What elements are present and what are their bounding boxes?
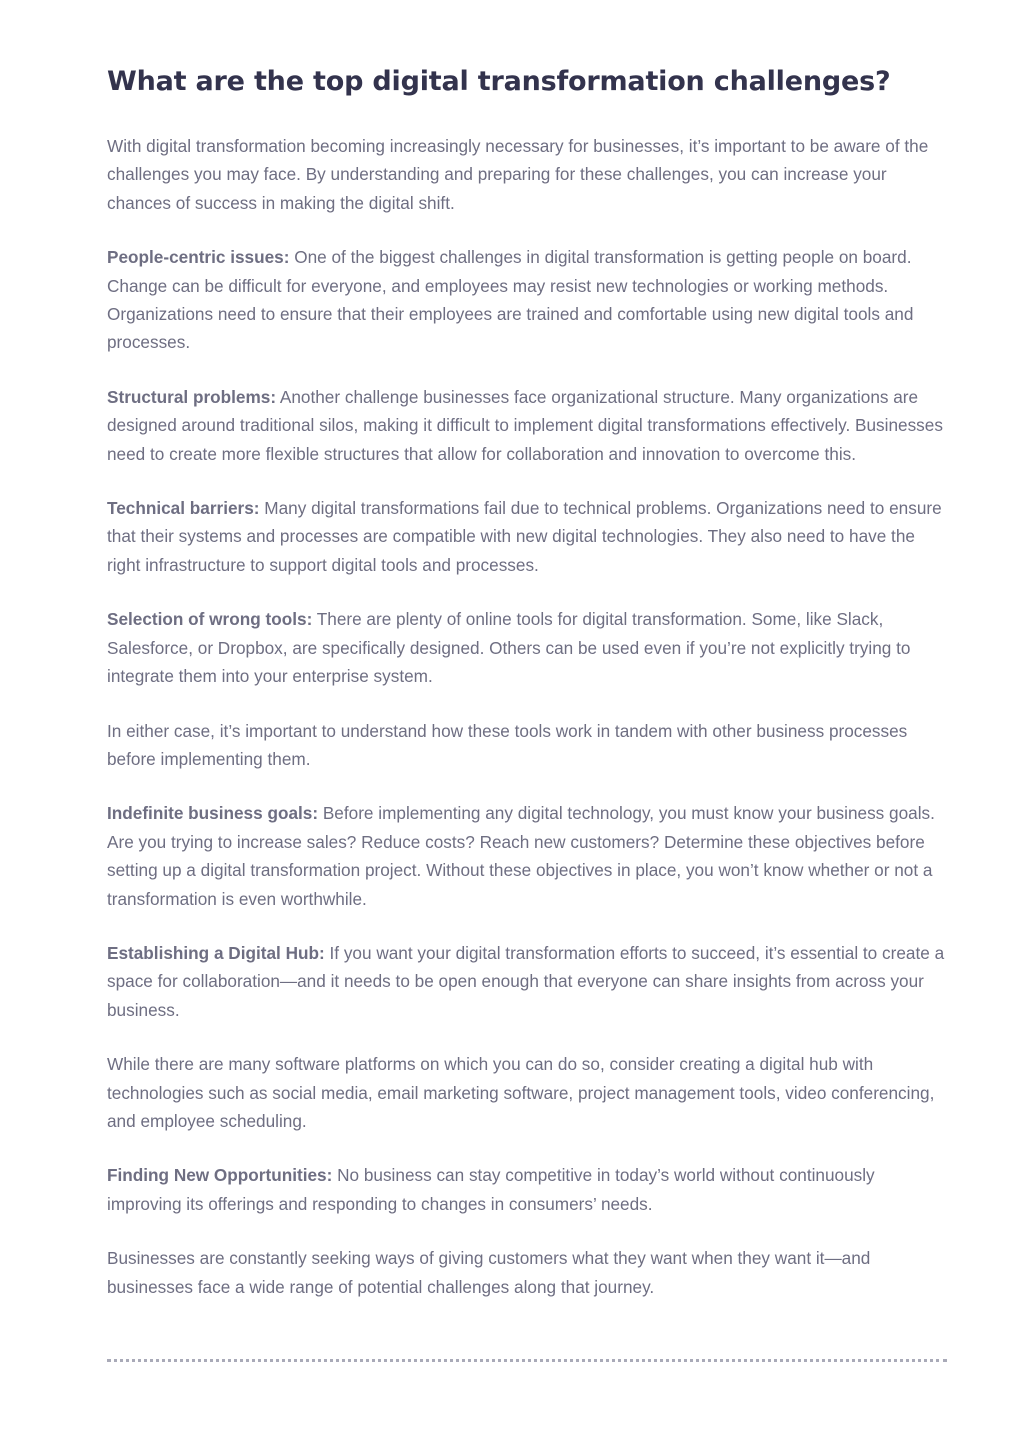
paragraph-lead: Finding New Opportunities: [107, 1165, 333, 1186]
new-opportunities-paragraph [107, 1161, 949, 1218]
paragraph-lead: Establishing a Digital Hub: [107, 942, 325, 963]
digital-hub-paragraph [107, 939, 949, 1024]
paragraph-lead: Selection of wrong tools: [107, 609, 313, 630]
software-platforms-paragraph [107, 1050, 949, 1135]
paragraph-text: With digital transformation becoming increasingly necessary for businesses, it’s important to be aware of the challenges you may face. By understanding and preparing for these challenges, you can increase your chances of success in making the digital shift. [107, 136, 929, 213]
paragraph-text: While there are many software platforms on which you can do so, consider creating a digital hub with technologies such as social media, email marketing software, project management tools, video conferencing, and employee scheduling. [107, 1054, 935, 1131]
paragraph-text: In either case, it’s important to understand how these tools work in tandem with other business processes before implementing them. [107, 720, 908, 769]
paragraph-text: No business can stay competitive in today’s world without continuously improving its offerings and responding to changes in consumers’ needs. [107, 1165, 875, 1214]
tools-tandem-paragraph [107, 717, 949, 774]
dotted-divider [107, 1359, 947, 1362]
structural-problems-paragraph [107, 383, 949, 468]
page-title: What are the top digital transformation challenges? [107, 66, 891, 97]
paragraph-text: If you want your digital transformation efforts to succeed, it’s essential to create a space for collaboration—and it needs to be open enough that everyone can share insights from across your business. [107, 942, 945, 1020]
paragraph-lead: Structural problems: [107, 386, 277, 407]
paragraph-lead: People-centric issues: [107, 247, 290, 268]
technical-barriers-paragraph [107, 494, 949, 579]
wrong-tools-paragraph [107, 605, 949, 690]
paragraph-text: Many digital transformations fail due to technical problems. Organizations need to ensure that their systems and processes are compatible with new digital technologies. They also need to have the right infrastructure to support digital tools and processes. [107, 498, 942, 575]
paragraph-text: There are plenty of online tools for digital transformation. Some, like Slack, Salesforce, or Dropbox, are specifically designed. Others can be used even if you’re not explicitly trying to integrate them into your enterprise system. [107, 609, 911, 687]
people-centric-paragraph [107, 243, 949, 357]
intro-paragraph [107, 132, 949, 217]
paragraph-text: One of the biggest challenges in digital transformation is getting people on board. Change can be difficult for everyone, and employees may resist new technologies or working methods. Organizations need to ensure that their employees are trained and comfortable using new digital tools and processes. [107, 247, 914, 353]
business-goals-paragraph [107, 799, 949, 913]
paragraph-lead: Indefinite business goals: [107, 803, 319, 824]
article [107, 62, 949, 1327]
paragraph-lead: Technical barriers: [107, 498, 260, 519]
paragraph-text: Another challenge businesses face organizational structure. Many organizations are designed around traditional silos, making it difficult to implement digital transformations effectively. Businesses need to create more flexible structures that allow for collaboration and innovation to overcome this. [107, 386, 943, 464]
paragraph-text: Before implementing any digital technology, you must know your business goals. Are you trying to increase sales? Reduce costs? Reach new customers? Determine these objectives before setting up a digital transformation project. Without these objectives in place, you won’t know whether or not a transformation is even worthwhile. [107, 803, 935, 909]
closing-paragraph [107, 1244, 949, 1301]
paragraph-text: Businesses are constantly seeking ways of giving customers what they want when they want it—and businesses face a wide range of potential challenges along that journey. [107, 1248, 871, 1297]
